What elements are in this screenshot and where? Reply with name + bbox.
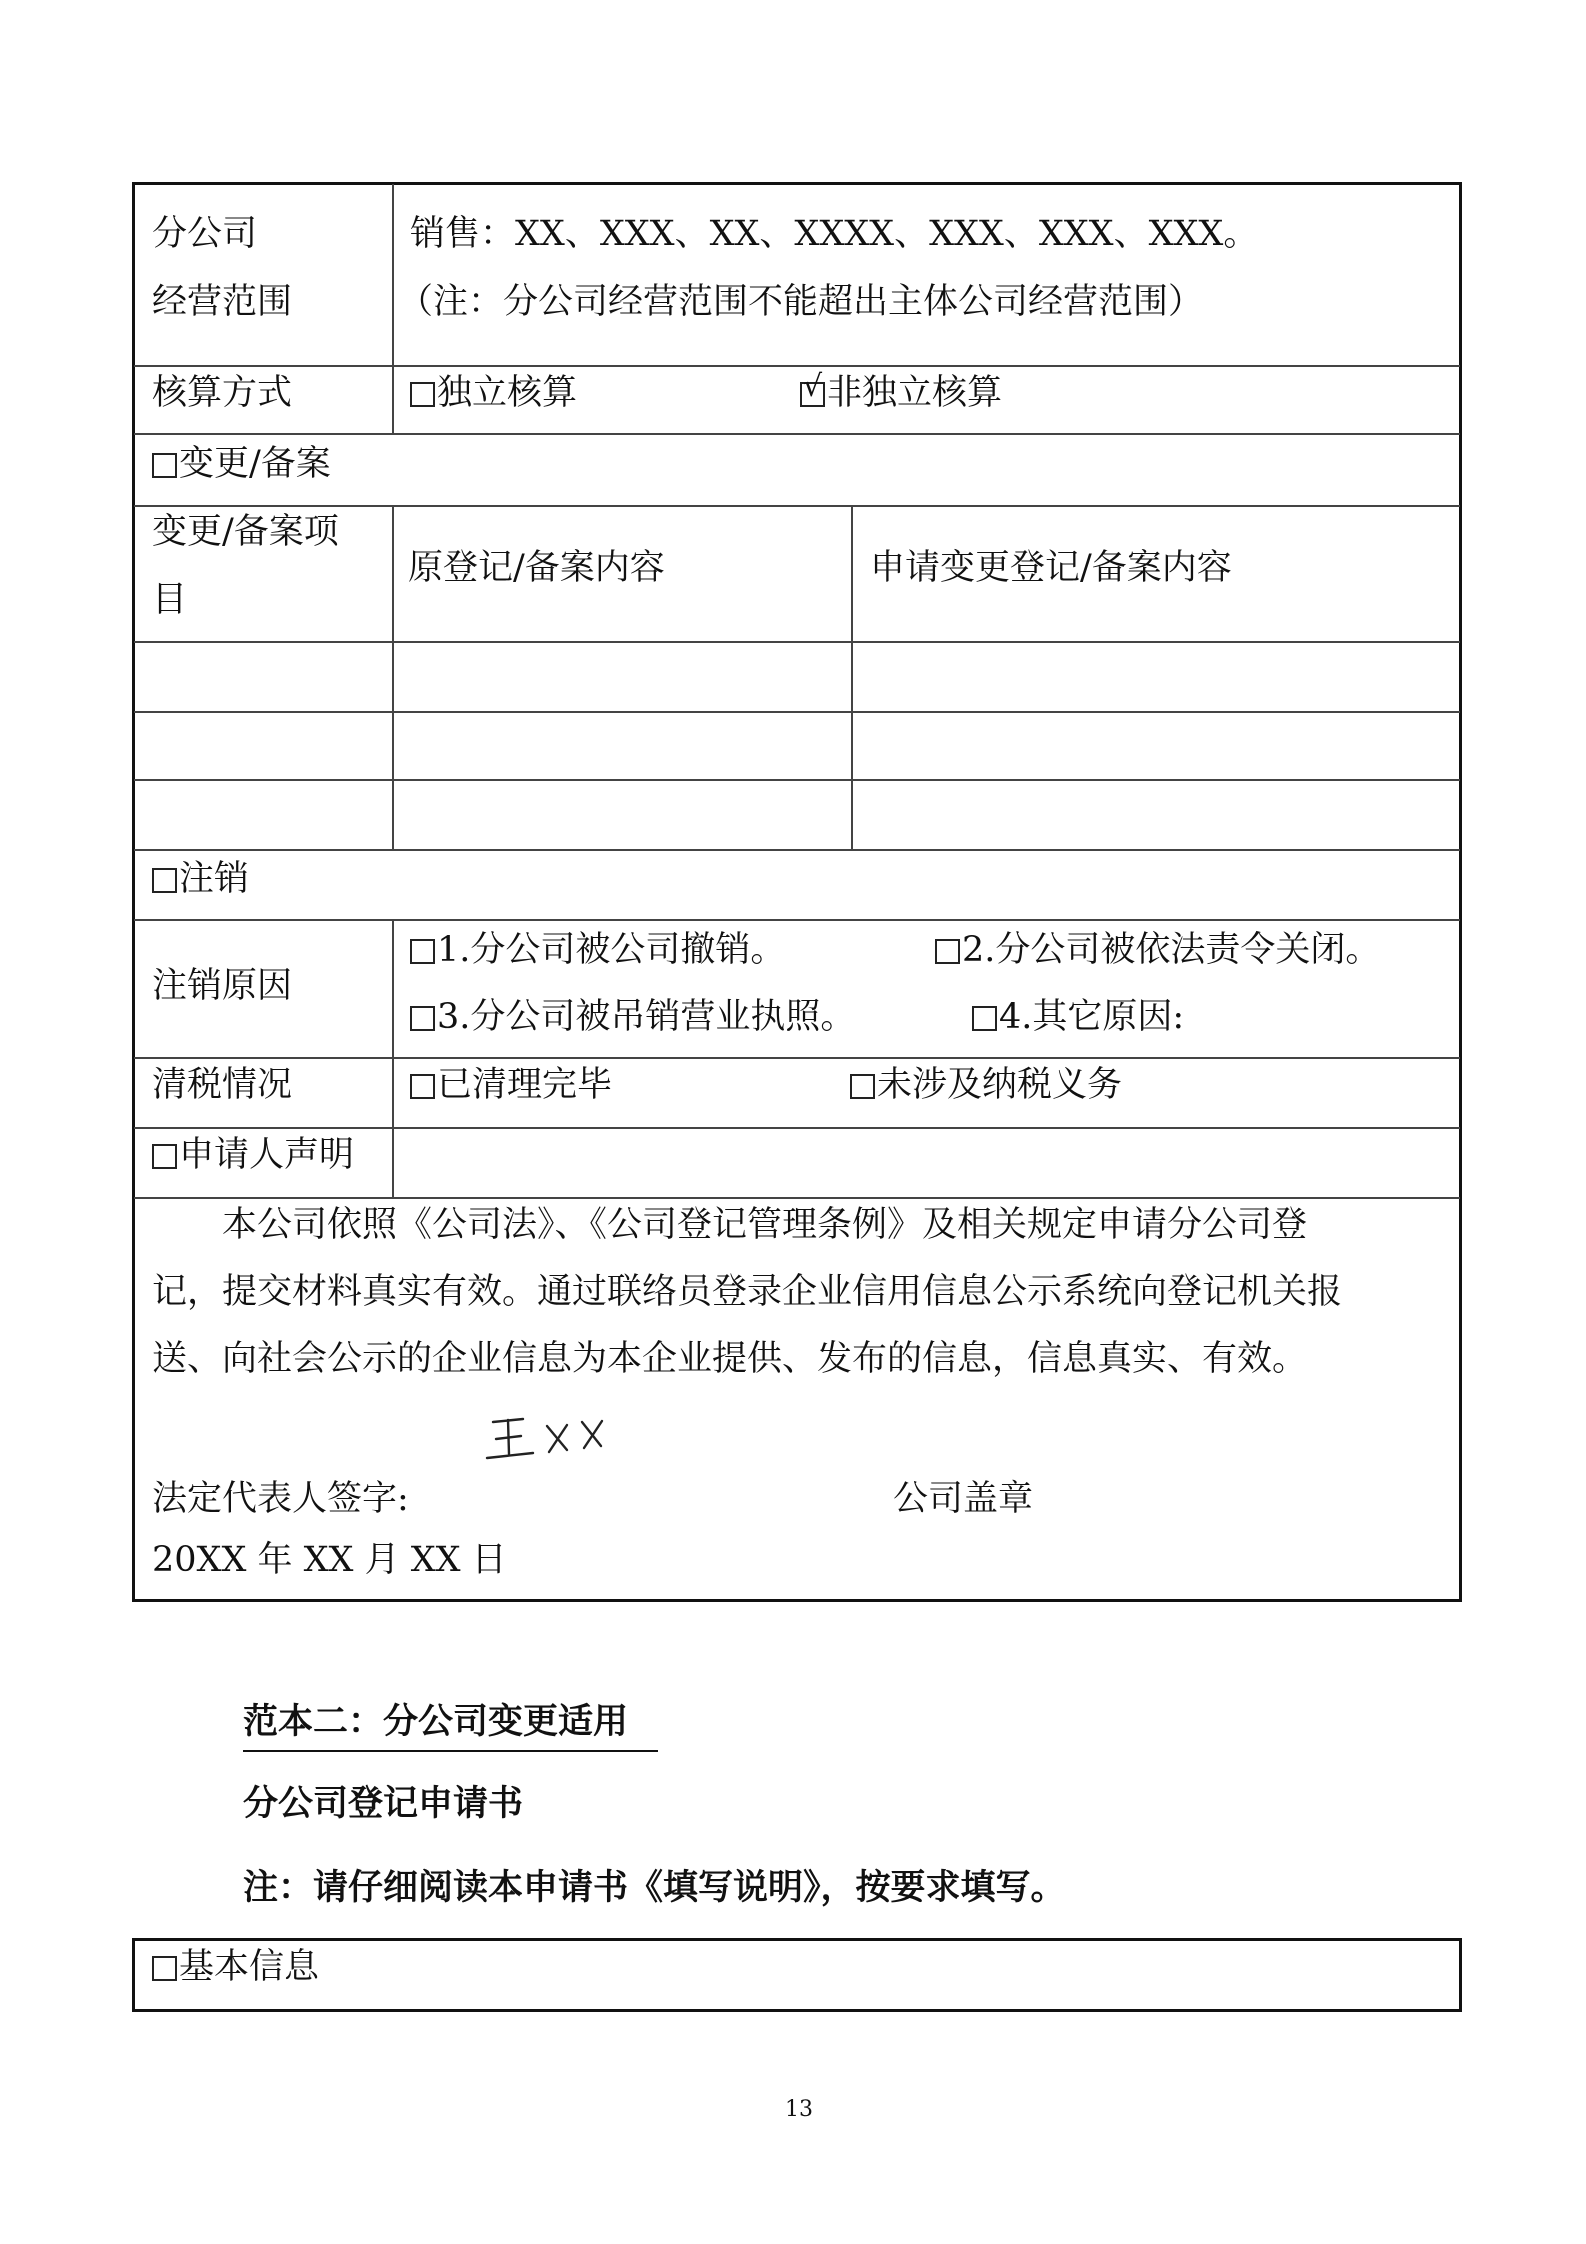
checkbox-independent[interactable] (410, 382, 435, 407)
basic-info-header[interactable]: 基本信息 (152, 1945, 319, 1989)
sign-label: 法定代表人签字: (152, 1479, 409, 1519)
tax-option-not-applicable[interactable]: 未涉及纳税义务 (850, 1063, 1122, 1107)
scope-label: 分公司 (152, 214, 258, 254)
checkbox-reason-3[interactable] (410, 1006, 435, 1031)
reason-4[interactable]: 4.其它原因: (972, 995, 1184, 1039)
checkmark-icon: √ (803, 369, 823, 404)
seal-label: 公司盖章 (893, 1479, 1034, 1519)
scope-note: （注：分公司经营范围不能超出主体公司经营范围） (398, 282, 1204, 322)
declaration-line-2: 记，提交材料真实有效。通过联络员登录企业信用信息公示系统向登记机关报 (152, 1272, 1343, 1312)
declaration-section-header[interactable]: 申请人声明 (152, 1133, 354, 1177)
sample2-form-title: 分公司登记申请书 (243, 1784, 524, 1824)
checkbox-declaration[interactable] (152, 1144, 177, 1169)
reason-3[interactable]: 3.分公司被吊销营业执照。 (410, 995, 855, 1039)
checkbox-non-independent-checked[interactable] (800, 369, 825, 407)
checkbox-reason-2[interactable] (935, 939, 960, 964)
col-item-header-2: 目 (152, 580, 188, 620)
declaration-line-1: 本公司依照《公司法》、《公司登记管理条例》及相关规定申请分公司登 (222, 1205, 1308, 1245)
option-independent[interactable]: 独立核算 (410, 371, 577, 415)
page-number: 13 (785, 2097, 813, 2122)
col-original-header: 原登记/备案内容 (408, 548, 665, 588)
reason-2[interactable]: 2.分公司被依法责令关闭。 (935, 928, 1380, 972)
option-non-independent[interactable]: √ 非独立核算 (800, 371, 1002, 415)
checkbox-tax-cleared[interactable] (410, 1074, 435, 1099)
sample2-title-underline (243, 1750, 658, 1752)
basic-info-table (132, 1938, 1462, 2012)
cancel-section-header[interactable]: 注销 (152, 857, 249, 901)
checkbox-basic-info[interactable] (152, 1956, 177, 1981)
col-requested-header: 申请变更登记/备案内容 (870, 548, 1232, 588)
scope-text: 销售：XX、XXX、XX、XXXX、XXX、XXX、XXX。 (410, 214, 1259, 254)
col-item-header: 变更/备案项 (152, 512, 339, 552)
checkbox-tax-na[interactable] (850, 1074, 875, 1099)
checkbox-reason-4[interactable] (972, 1006, 997, 1031)
sample2-note: 注：请仔细阅读本申请书《填写说明》，按要求填写。 (243, 1868, 1066, 1908)
checkbox-cancel[interactable] (152, 868, 177, 893)
declaration-line-3: 送、向社会公示的企业信息为本企业提供、发布的信息，信息真实、有效。 (152, 1339, 1308, 1379)
checkbox-reason-1[interactable] (410, 939, 435, 964)
tax-label: 清税情况 (152, 1065, 293, 1105)
tax-option-cleared[interactable]: 已清理完毕 (410, 1063, 612, 1107)
scope-label-2: 经营范围 (152, 282, 293, 322)
change-section-header[interactable]: 变更/备案 (152, 442, 331, 486)
accounting-label: 核算方式 (152, 373, 293, 413)
branch-form-table (132, 182, 1462, 1602)
sample2-title: 范本二：分公司变更适用 (243, 1702, 629, 1742)
checkbox-change[interactable] (152, 453, 177, 478)
reason-1[interactable]: 1.分公司被公司撤销。 (410, 928, 785, 972)
handwritten-signature (485, 1410, 620, 1470)
sign-date: 20XX 年 XX 月 XX 日 (152, 1540, 507, 1580)
cancel-reason-label: 注销原因 (152, 966, 293, 1006)
